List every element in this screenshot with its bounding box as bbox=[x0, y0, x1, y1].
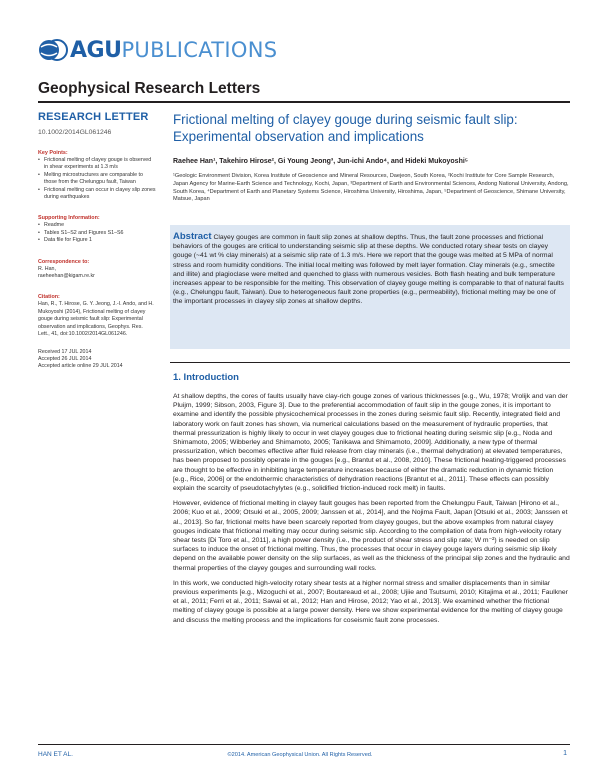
correspondence-name: R. Han, bbox=[38, 265, 56, 272]
left-sidebar bbox=[38, 111, 156, 371]
citation-heading: Citation: bbox=[38, 294, 60, 301]
agu-publications-logo bbox=[38, 38, 277, 62]
section-rule bbox=[170, 362, 570, 363]
agu-globe-icon bbox=[38, 39, 68, 61]
publisher-brand: AGU bbox=[70, 37, 122, 63]
key-point: • Frictional melting of clayey gouge is observed in shear experiments at 1.3 m/s bbox=[38, 157, 156, 172]
supporting-info-item[interactable]: • Data file for Figure 1 bbox=[38, 237, 156, 244]
history-received: Received 17 JUL 2014 bbox=[38, 348, 92, 355]
body-paragraph: In this work, we conducted high-velocity rotary shear tests at a higher normal stress and smaller displacements than in similar previous experiments [e.g., Mizoguchi et al., 2007; Boutareaud et al., 2008; Ujiie and Tsutsumi, 2010; Kitajima et al., 2011; Faulkner et al., 2011; Ferri et al., 2011; Sawai et al., 2012; Han and Hirose, 2012; Yao et al., 2013]. We examined whether the frictional melting of clayey gouge is possible at a large power density. Here we show experimental evidence for the melting of clayey gouge and discuss the melting process and the implications for coseismic fault zone processes. bbox=[173, 579, 568, 624]
abstract-text: Clayey gouges are common in fault slip zones at shallow depths. Thus, the fault zone processes and frictional behaviors of the gouges are critical to understanding seismic slip at these depths. We conducted rotary shear tests on clayey gouge (~41 wt % clay minerals) at a seismic slip rate of 1.3 m/s. Here we report that the gouge was melted at 5 MPa of normal stress and room humidity conditions. The initial local melting was followed by melt layer formation. Clay minerals (e.g., smectite and illite) and plagioclase were melted and quenched to glass with numerous vesicles. Both flash heating and bulk temperature increases appear to be responsible for the melting. This observation of clayey gouge melting is comparable to that of natural faults (e.g., Chelungpu fault, Taiwan). Due to heterogeneous fault zone properties (e.g., permeability), frictional melting may be one of the important processes in clayey slip zones at shallow depths. bbox=[173, 234, 564, 306]
journal-name: Geophysical Research Letters bbox=[38, 80, 261, 97]
abstract-box bbox=[170, 225, 570, 349]
affiliations: ¹Geologic Environment Division, Korea Institute of Geoscience and Mineral Resources, Daejeon, South Korea, ²Kochi Institute for Core Sample Research, Japan Agency for Marine-Earth Science and Technology, Kochi, Japan, ³Department of Earth and Environmental Sciences, Andong National University, Andong, South Korea, ⁴Department of Earth and Planetary Systems Science, Hiroshima University, Hiroshima, Japan, ⁵Department of Geoscience, Shimane University, Matsue, Japan bbox=[173, 173, 569, 203]
abstract-paragraph bbox=[173, 232, 564, 307]
correspondence-heading: Correspondence to: bbox=[38, 258, 90, 265]
key-point: • Melting microstructures are comparable to those from the Chelungpu fault, Taiwan bbox=[38, 172, 156, 187]
section-title: 1. Introduction bbox=[173, 372, 239, 383]
body-text bbox=[173, 392, 570, 631]
publisher-suffix: PUBLICATIONS bbox=[121, 38, 278, 62]
supporting-info-list bbox=[38, 222, 156, 244]
supporting-info-heading: Supporting Information: bbox=[38, 215, 100, 222]
article-header bbox=[173, 111, 570, 204]
author-list: Raehee Han¹, Takehiro Hirose², Gi Young Jeong³, Jun-ichi Ando⁴, and Hideki Mukoyoshi⁵ bbox=[173, 158, 469, 165]
supporting-info-item[interactable]: • Readme bbox=[38, 222, 156, 229]
history bbox=[38, 349, 156, 371]
body-paragraph: At shallow depths, the cores of faults usually have clay-rich gouge zones of various thicknesses [e.g., Wu, 1978; Vrolijk and van der Pluijm, 1999; Sibson, 2003, Figure 3]. Due to the preferential accommodation of fault slip in the gouge zones, it is important to examine and identify the possible physicochemical processes in the zones during seismic fault slip. Recently, integrated field and laboratory work on fault zones has shown, via numerical calculations based on the measurement of hydraulic properties, that thermal pressurization is highly likely to occur in wet clayey gouges due to frictional heating during seismic slip [e.g., Noda and Shimamoto, 2005; Wibberley and Shimamoto, 2005; Tanikawa and Shimamoto, 2009]. Additionally, a new type of thermal pressurization, which becomes effective after fluid release from clay minerals (i.e., thermal dehydration) at elevated temperatures, has been proposed to possibly operate in the gouges [e.g., Brantut et al., 2008, 2010]. These frictional heating-triggered processes are thought to be effective in inhibiting large temperature increases because of either the dramatic reduction in dynamic friction [e.g., Rice, 2006] or the endothermic characteristics of dehydration reactions [Brantut et al., 2011]. These effects can possibly explain the scarcity of pseudotachylytes (e.g., solidified friction-induced rock melt) in faults. bbox=[173, 393, 568, 493]
footer-rule bbox=[38, 744, 570, 745]
footer-running-head: HAN ET AL. bbox=[38, 751, 73, 758]
header-rule bbox=[38, 101, 570, 103]
key-points-heading: Key Points: bbox=[38, 150, 68, 156]
footer-copyright: ©2014. American Geophysical Union. All Rights Reserved. bbox=[227, 752, 373, 758]
history-online: Accepted article online 29 JUL 2014 bbox=[38, 363, 123, 370]
body-paragraph: However, evidence of frictional melting in clayey fault gouges has been reported from the Chelungpu Fault, Taiwan [Hirono et al., 2006; Kuo et al., 2009; Otsuki et al., 2005, 2009; Janssen et al., 2014], and the Nojima Fault, Japan [Otsuki et al., 2003; Janssen et al., 2013]. So far, frictional melts have been scarcely reported from clayey gouges, but the above examples from natural clayey gouges indicate that frictional melting may occur during seismic slip. According to the compilation of data from high-velocity rotary shear tests [Di Toro et al., 2011], a high power density (i.e., the product of shear stress and slip rate; W m⁻²) is needed on slip surfaces to induce the onset of frictional melting. Thus, the processes that occur in clayey gouge layers during seismic slip likely depend on the available power density on the slip surfaces, as well as the thickness of the principal slip zones and the hydraulic and thermal properties of the clayey gouges and surrounding wall rocks. bbox=[173, 500, 570, 572]
key-points-list bbox=[38, 157, 156, 201]
article-type: RESEARCH LETTER bbox=[38, 111, 149, 123]
article-title: Frictional melting of clayey gouge during seismic fault slip: Experimental observation and implications bbox=[173, 112, 518, 144]
key-point: • Frictional melting can occur in clayey slip zones during earthquakes bbox=[38, 187, 156, 202]
history-accepted: Accepted 26 JUL 2014 bbox=[38, 355, 92, 362]
doi[interactable]: 10.1002/2014GL061246 bbox=[38, 129, 112, 136]
correspondence-email[interactable]: raeheehan@kigam.re.kr bbox=[38, 273, 95, 280]
citation-text: Han, R., T. Hirose, G. Y. Jeong, J.-I. Ando, and H. Mukoyoshi (2014), Frictional melting of clayey gouge during seismic fault slip: Experimental observation and implications, Geophys. Res. Lett., 41, doi:10.1002/2014GL061246. bbox=[38, 301, 154, 338]
supporting-info-item[interactable]: • Tables S1–S2 and Figures S1–S6 bbox=[38, 230, 156, 237]
abstract-label: Abstract bbox=[173, 231, 212, 242]
page-number: 1 bbox=[563, 750, 567, 757]
